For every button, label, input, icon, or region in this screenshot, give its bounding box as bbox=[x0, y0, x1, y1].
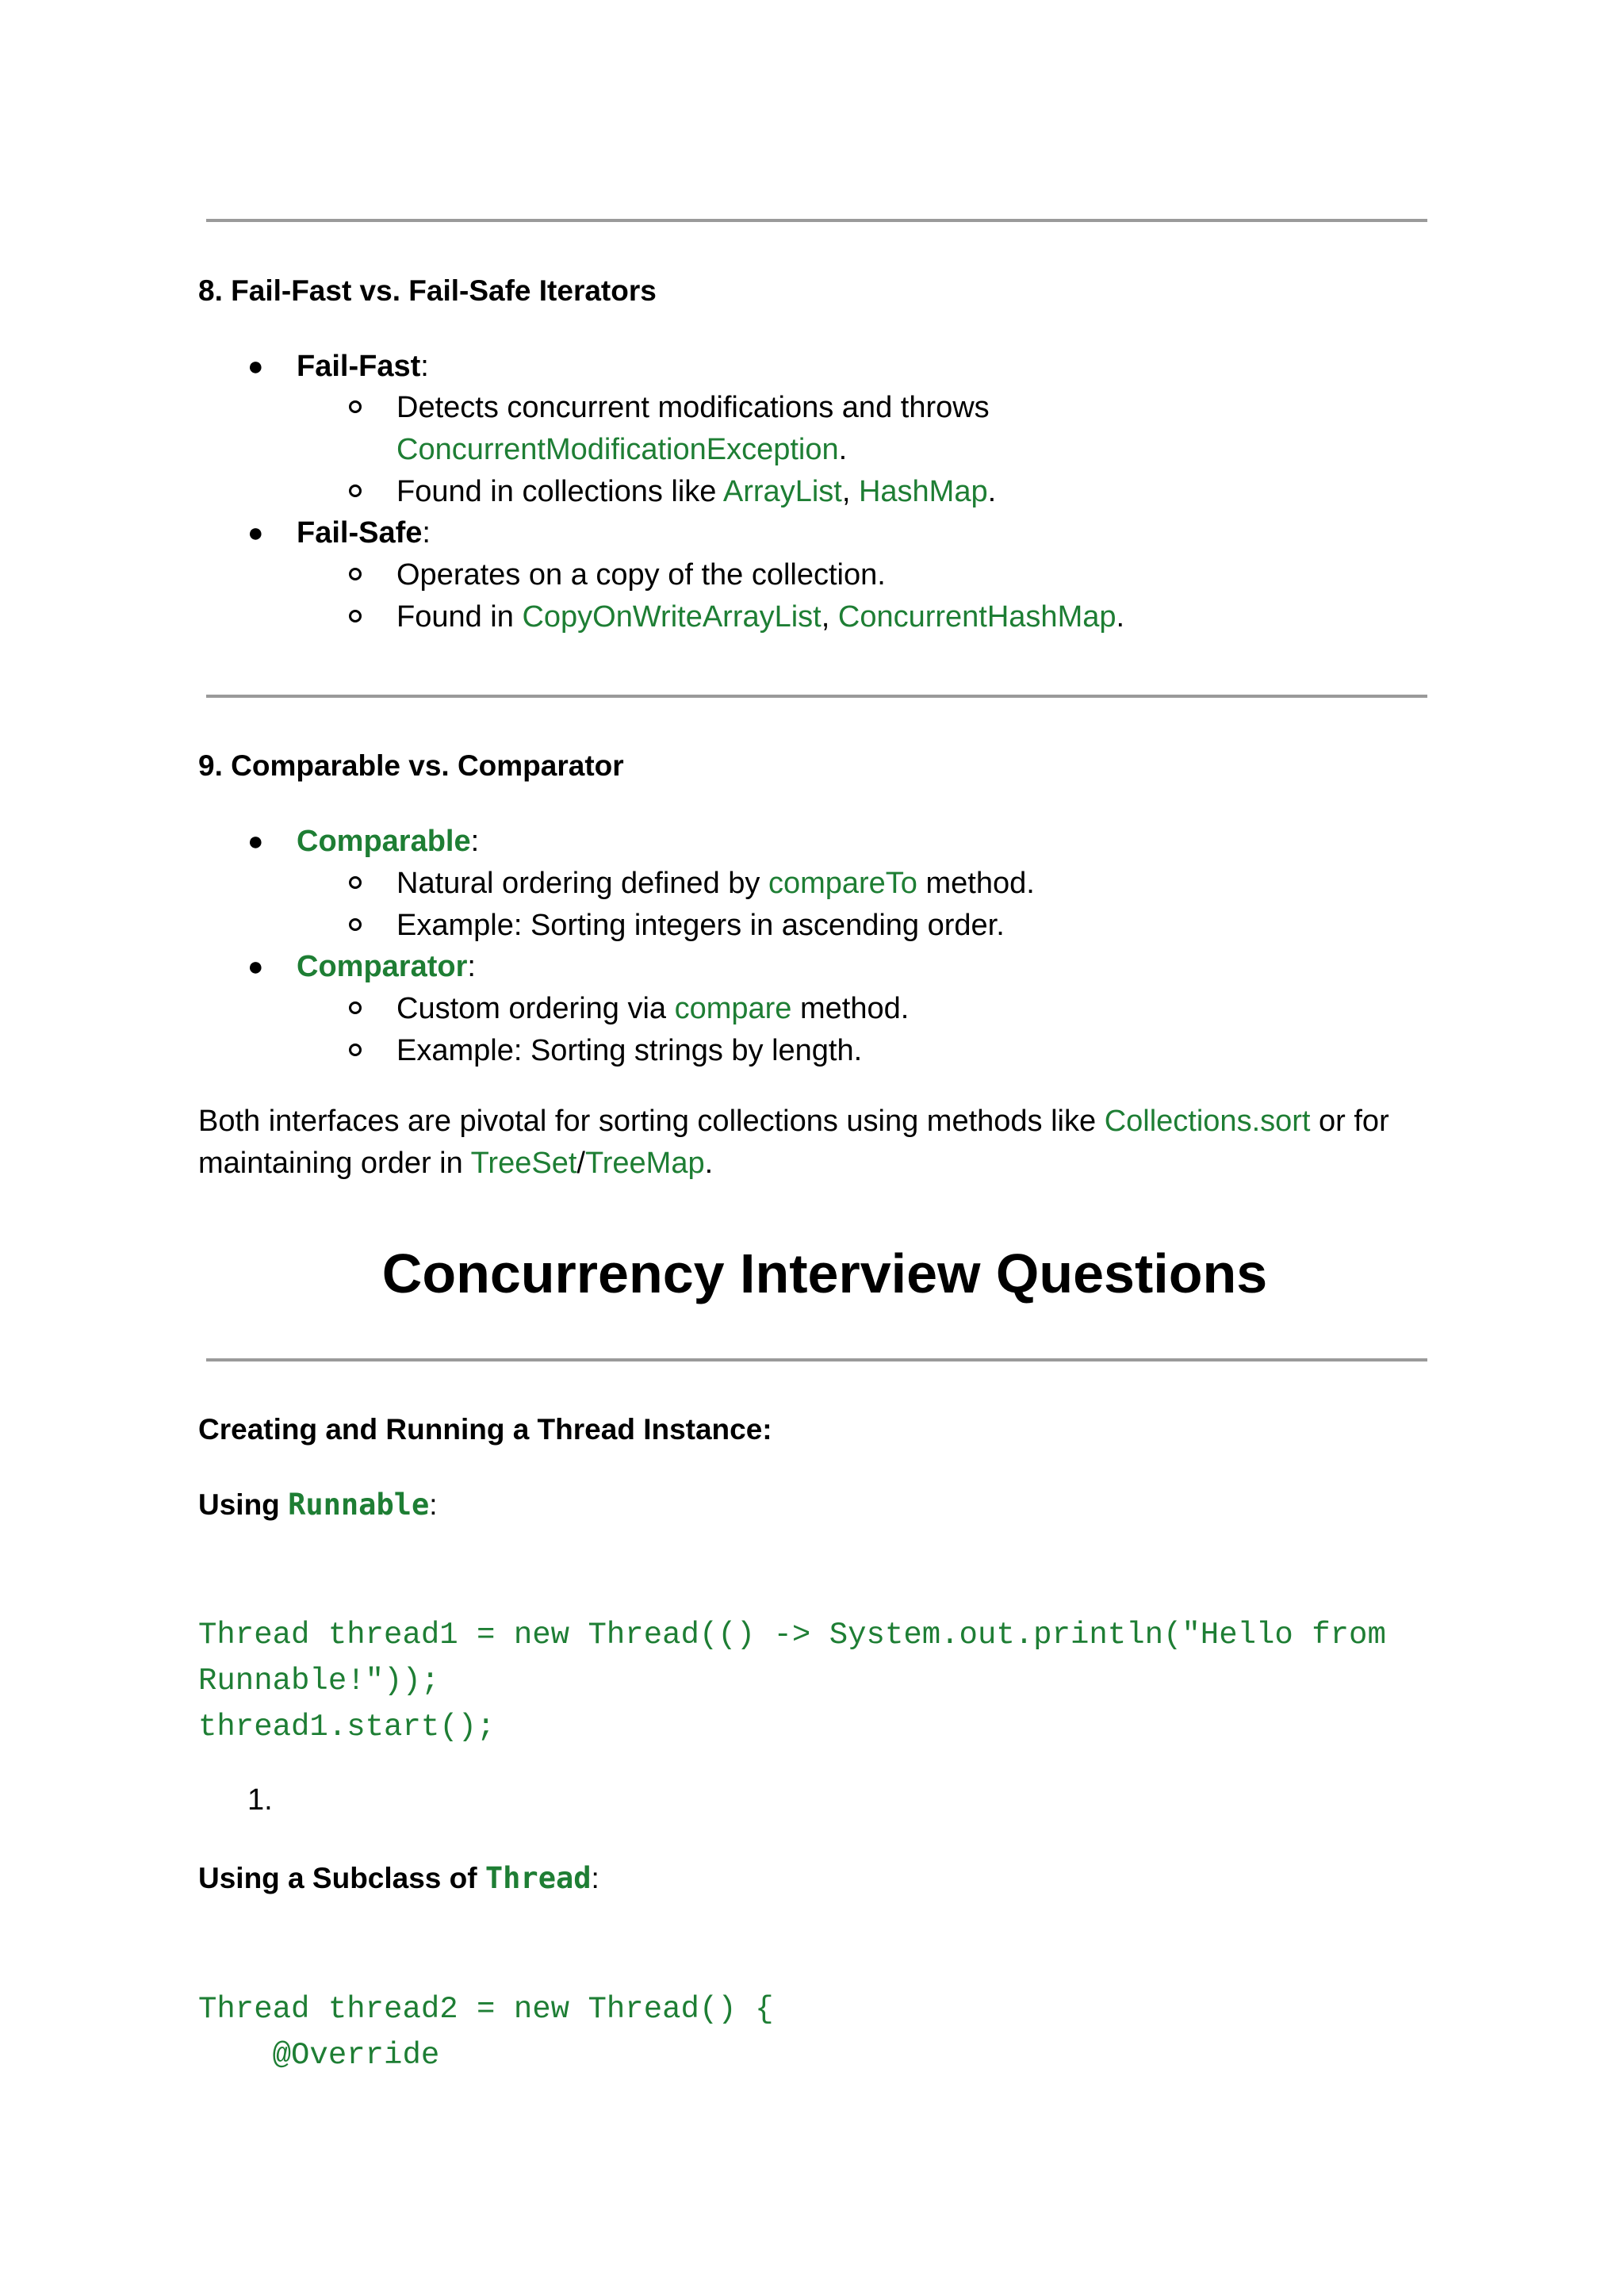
section-heading-9: 9. Comparable vs. Comparator bbox=[198, 749, 624, 782]
bullet-circle-icon bbox=[349, 1044, 362, 1056]
bullet-disc-icon: ● bbox=[247, 826, 264, 856]
horizontal-rule bbox=[206, 695, 1427, 698]
horizontal-rule bbox=[206, 1358, 1427, 1361]
list-item-comparable-detail-2: Example: Sorting integers in ascending order. bbox=[396, 909, 1005, 942]
ordered-list-marker: 1. bbox=[247, 1783, 273, 1817]
subheading-creating-thread: Creating and Running a Thread Instance: bbox=[198, 1413, 772, 1446]
bullet-circle-icon bbox=[349, 1001, 362, 1014]
list-item-comparable: Comparable: bbox=[297, 825, 480, 858]
list-item-comparable-detail-1: Natural ordering defined by compareTo method. bbox=[396, 867, 1035, 900]
summary-paragraph: Both interfaces are pivotal for sorting collections using methods like Collections.sort or for maintaining order in TreeSet/TreeMap. bbox=[198, 1105, 1389, 1180]
bullet-circle-icon bbox=[349, 568, 362, 580]
list-item-fail-safe: Fail-Safe: bbox=[297, 516, 431, 550]
horizontal-rule bbox=[206, 219, 1427, 222]
list-item-comparator: Comparator: bbox=[297, 950, 476, 983]
list-item-fail-safe-detail-2: Found in CopyOnWriteArrayList, ConcurrentHashMap. bbox=[396, 600, 1125, 634]
list-item-fail-fast-detail-2: Found in collections like ArrayList, HashMap. bbox=[396, 475, 997, 508]
section-heading-8: 8. Fail-Fast vs. Fail-Safe Iterators bbox=[198, 274, 657, 307]
list-item-comparator-detail-2: Example: Sorting strings by length. bbox=[396, 1034, 863, 1067]
list-item-comparator-detail-1: Custom ordering via compare method. bbox=[396, 992, 910, 1025]
bullet-circle-icon bbox=[349, 400, 362, 413]
code-block-runnable: Thread thread1 = new Thread(() -> System.out.println("Hello from Runnable!")); thread1.start(); bbox=[198, 1618, 1386, 1744]
subheading-using-runnable: Using Runnable: bbox=[198, 1488, 438, 1522]
bullet-disc-icon: ● bbox=[247, 351, 264, 381]
bullet-circle-icon bbox=[349, 610, 362, 622]
bullet-circle-icon bbox=[349, 918, 362, 931]
list-item-fail-safe-detail-1: Operates on a copy of the collection. bbox=[396, 558, 886, 592]
bullet-disc-icon: ● bbox=[247, 952, 264, 982]
bullet-circle-icon bbox=[349, 484, 362, 497]
bullet-circle-icon bbox=[349, 876, 362, 889]
list-item-fail-fast-detail-1: Detects concurrent modifications and throws ConcurrentModificationException. bbox=[396, 391, 990, 466]
subheading-using-subclass: Using a Subclass of Thread: bbox=[198, 1861, 599, 1895]
code-block-subclass: Thread thread2 = new Thread() { @Override bbox=[198, 1992, 774, 2073]
list-item-fail-fast: Fail-Fast: bbox=[297, 350, 429, 383]
bullet-disc-icon: ● bbox=[247, 518, 264, 548]
page-title: Concurrency Interview Questions bbox=[381, 1243, 1268, 1304]
